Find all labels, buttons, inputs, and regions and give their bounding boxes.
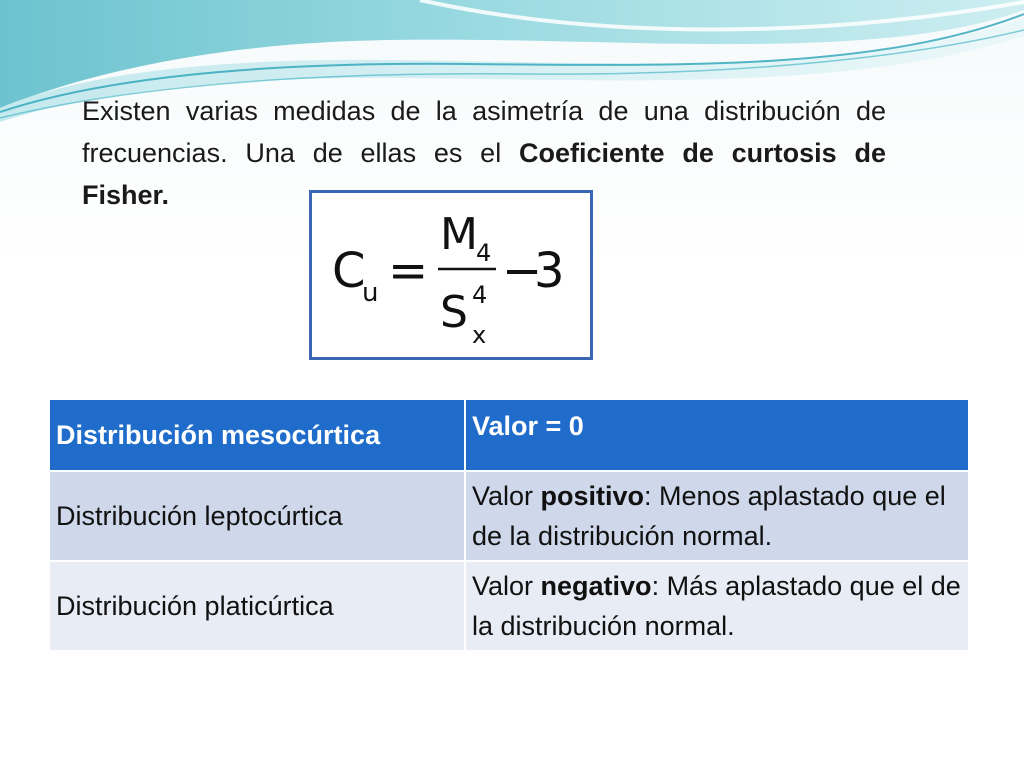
table-header-type: Distribución mesocúrtica: [49, 399, 465, 471]
value-suffix: : Más aplastado que el de la distribución normal.: [472, 571, 961, 641]
formula-lhs-sub: u: [362, 278, 379, 308]
value-bold: positivo: [540, 481, 645, 511]
value-prefix: Valor: [472, 481, 541, 511]
formula-equals: =: [388, 243, 429, 299]
formula-denominator-sup: 4: [472, 281, 488, 309]
table-cell-type: Distribución platicúrtica: [49, 561, 465, 651]
value-bold: negativo: [540, 571, 652, 601]
formula-lhs-base: C: [332, 243, 366, 299]
intro-bold-term: Coeficiente de curtosis de Fisher.: [82, 138, 886, 210]
formula-numerator-sub: 4: [476, 239, 492, 267]
formula-numerator-base: M: [440, 209, 478, 260]
kurtosis-formula: [312, 193, 590, 357]
kurtosis-table: [48, 398, 970, 652]
formula-box: [309, 190, 593, 360]
formula-constant: 3: [534, 243, 565, 299]
formula-denominator-sub: x: [472, 321, 487, 349]
table-cell-value: [465, 471, 969, 561]
value-prefix: Valor: [472, 571, 541, 601]
value-suffix: : Menos aplastado que el de la distribución normal.: [472, 481, 946, 551]
table-cell-type: Distribución leptocúrtica: [49, 471, 465, 561]
table-row: [49, 561, 969, 651]
table-cell-value: [465, 561, 969, 651]
table-header-row: [49, 399, 969, 471]
table-header-value: Valor = 0: [465, 399, 969, 471]
formula-denominator-base: S: [440, 287, 468, 338]
formula-minus: −: [502, 243, 543, 299]
intro-text: Existen varias medidas de la asimetría de una distribución de frecuencias. Una de ellas es el: [82, 96, 886, 168]
table-row: [49, 471, 969, 561]
